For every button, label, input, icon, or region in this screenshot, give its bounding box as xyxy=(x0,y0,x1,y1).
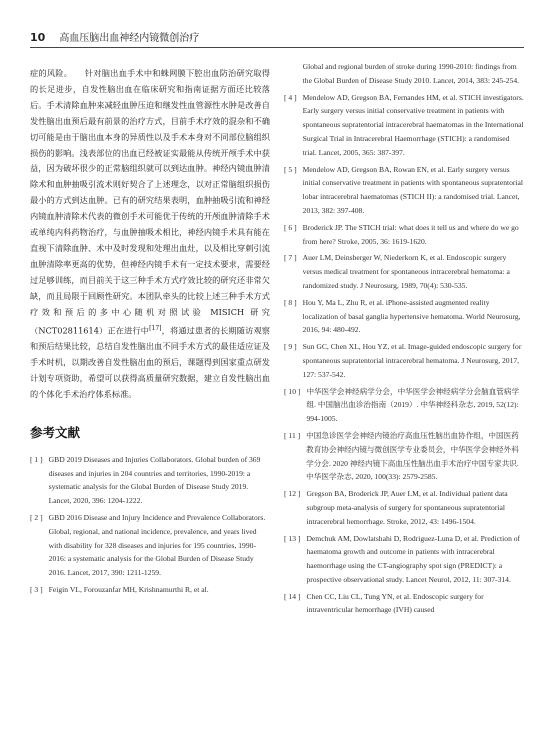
reference-text: 中国急诊医学会神经内镜治疗高血压性脑出血协作组，中国医药教育协会神经内镜与微创医学专业委员会，中华医学会神经外科学分会. 2020 神经内镜下高血压性脑出血手术治疗中国专家共识. 中华医学杂志, 2020, 100(33): 2579-2585. xyxy=(306,430,519,482)
body-paragraph xyxy=(30,66,270,403)
reference-item xyxy=(284,340,524,381)
reference-text: Global and regional burden of stroke during 1990-2010: findings from the Global Burden of Disease Study 2010. Lancet, 2014, 383: 245-254. xyxy=(302,62,520,85)
citation-superscript: [17] xyxy=(149,324,162,332)
reference-text: Hou Y, Ma L, Zhu R, et al. iPhone-assisted augmented reality localization of basal ganglia hypertensive hematoma. World Neurosurg, 2016, 94: 480-492. xyxy=(302,297,521,335)
reference-number: [ 7 ] xyxy=(284,253,297,263)
reference-continuation xyxy=(284,60,524,88)
reference-text: Chen CC, Liu CL, Tung YN, et al. Endoscopic surgery for intraventricular hemorrhage (IVH) caused xyxy=(306,591,484,615)
reference-item xyxy=(284,91,524,160)
reference-number: [ 6 ] xyxy=(284,222,297,232)
reference-text: Mendelow AD, Gregson BA, Rowan EN, et al. Early surgery versus initial conservative treatment in patients with spontaneous supratentorial lobar intracerebral haematomas (STICH II): a randomised trial. Lancet, 2013, 382: 397-408. xyxy=(302,164,524,215)
reference-item xyxy=(284,296,524,337)
reference-text: GBD 2016 Disease and Injury Incidence and Prevalence Collaborators. Global, regional, and national incidence, prevalence, and years lived with disability for 328 diseases and injuries for 195 countries, 1990-2016: a systematic analysis for the Global Burden of Disease Study 2016. Lancet, 2017, 390: 1211-1259. xyxy=(48,512,266,578)
reference-number: [ 14 ] xyxy=(284,591,301,601)
reference-item xyxy=(284,590,524,618)
reference-text: Mendelow AD, Gregson BA, Fernandes HM, et al. STICH investigators. Early surgery versus initial conservative treatment in patients with spontaneous supratentorial intracerebral haematomas in the International Surgical Trial in Intracerebral Haemorrhage (STICH): a randomised trial. Lancet, 2005, 365: 387-397. xyxy=(302,92,524,157)
reference-text: GBD 2019 Diseases and Injuries Collaborators. Global burden of 369 diseases and injuries in 204 countries and territories, 1990-2019: a systematic analysis for the Global Burden of Disease Study 2019. Lancet, 2020, 396: 1204-1222. xyxy=(48,454,261,506)
running-title: 高血压脑出血神经内镜微创治疗 xyxy=(59,33,200,44)
reference-number: [ 11 ] xyxy=(284,430,301,440)
reference-number: [ 3 ] xyxy=(30,584,43,594)
reference-item xyxy=(30,511,270,580)
reference-text: Sun GC, Chen XL, Hou YZ, et al. Image-guided endoscopic surgery for spontaneous supratentorial intracerebral hematoma. J Neurosurg, 2017, 127: 537-542. xyxy=(302,342,522,379)
reference-item xyxy=(284,385,524,426)
right-column xyxy=(284,60,524,620)
body-text: 症的风险。 针对脑出血手术中和蛛网膜下腔出血防治研究取得的长足进步，自发性脑出血在临床研究和指南证据方面还比较落后。手术清除血肿来减轻血肿压迫和继发性血管源性水肿是改善自发性脑出血预后最有前景的治疗方式，目前手术疗效的混杂和不确切可能是由于脑出血本身的异质性以及手术本身对不同部位脑组织损伤的影响。浅表部位的出血已经被证实最能从传统开颅手术中获益，因为破坏很少的正常脑组织就可以到达血肿。神经内镜血肿清除术和血肿抽吸引流术则好契合了上述理念，以对正常脑组织损伤最小的方式到达血肿。已有的研究结果表明，血肿抽吸引流和神经内镜血肿清除术代表的微创手术可能优于传统的开颅血肿清除手术或单纯内科药物治疗，与血肿抽吸术相比，神经内镜手术具有能在直视下清除血肿、术中及时发现和处理出血灶，以及相比穿刺引流血肿清除率更高的优势，但神经内镜手术有一定技术要求，需要经过足够训练，而目前关于这三种手术方式疗效比较的研究还非常欠缺，而且局限于回顾性研究。本团队牵头的比较上述三种手术方式疗效和预后的多中心随机对照试验 MISICH 研究（NCT02811614）正在进行中 xyxy=(30,68,270,336)
running-header xyxy=(30,28,524,48)
reference-item xyxy=(284,532,524,587)
reference-number: [ 9 ] xyxy=(284,342,297,352)
reference-text: Broderick JP. The STICH trial: what does it tell us and where do we go from here? Stroke, 2005, 36: 1619-1620. xyxy=(302,222,519,246)
left-column xyxy=(30,66,270,600)
body-text-end: ，将通过患者的长期随访观察和预后结果比较，总结自发性脑出血不同手术方式的最佳适应证及手术时机，以期改善自发性脑出血的预后，课题得到国家重点研发计划专项资助，希望可以获得高质量研究数据，建立自发性脑出血的个体化手术治疗体系标准。 xyxy=(30,325,270,399)
reference-item xyxy=(284,429,524,484)
reference-item xyxy=(284,487,524,528)
reference-text: Auer LM, Deinsberger W, Niederkorn K, et al. Endoscopic surgery versus medical treatment for spontaneous intracerebral hematoma: a randomized study. J Neurosurg, 1989, 70(4): 530-535. xyxy=(302,253,510,290)
reference-text: Gregson BA, Broderick JP, Auer LM, et al. Individual patient data subgroup meta-analysis of surgery for spontaneous supratentorial intracerebral hemorrhage. Stroke, 2012, 43: 1496-1504. xyxy=(306,489,508,526)
references-heading: 参考文献 xyxy=(30,424,81,440)
reference-item xyxy=(30,583,270,597)
reference-text: Feigin VL, Forouzanfar MH, Krishnamurthi R, et al. xyxy=(48,584,209,594)
reference-number: [ 8 ] xyxy=(284,297,297,307)
reference-text: 中华医学会神经病学分会，中华医学会神经病学分会脑血管病学组. 中国脑出血诊治指南（2019）. 中华神经科杂志, 2019, 52(12): 994-1005. xyxy=(306,386,520,424)
reference-list-right xyxy=(284,91,524,618)
reference-number: [ 13 ] xyxy=(284,533,301,543)
page-number: 10 xyxy=(30,31,46,44)
reference-number: [ 2 ] xyxy=(30,512,43,522)
reference-number: [ 1 ] xyxy=(30,454,43,464)
reference-item xyxy=(284,163,524,218)
reference-number: [ 10 ] xyxy=(284,386,301,396)
reference-number: [ 5 ] xyxy=(284,164,297,174)
reference-item xyxy=(284,221,524,249)
reference-number: [ 4 ] xyxy=(284,92,297,102)
reference-item xyxy=(30,453,270,508)
reference-item xyxy=(284,251,524,292)
reference-number: [ 12 ] xyxy=(284,489,301,499)
reference-list-left xyxy=(30,453,270,597)
reference-text: Demchuk AM, Dowlatshahi D, Rodriguez-Luna D, et al. Prediction of haematoma growth and outcome in patients with intracerebral haemorrhage using the CT-angiography spot sign (PREDICT): a prospective observational study. Lancet Neurol, 2012, 11: 307-314. xyxy=(306,533,521,584)
